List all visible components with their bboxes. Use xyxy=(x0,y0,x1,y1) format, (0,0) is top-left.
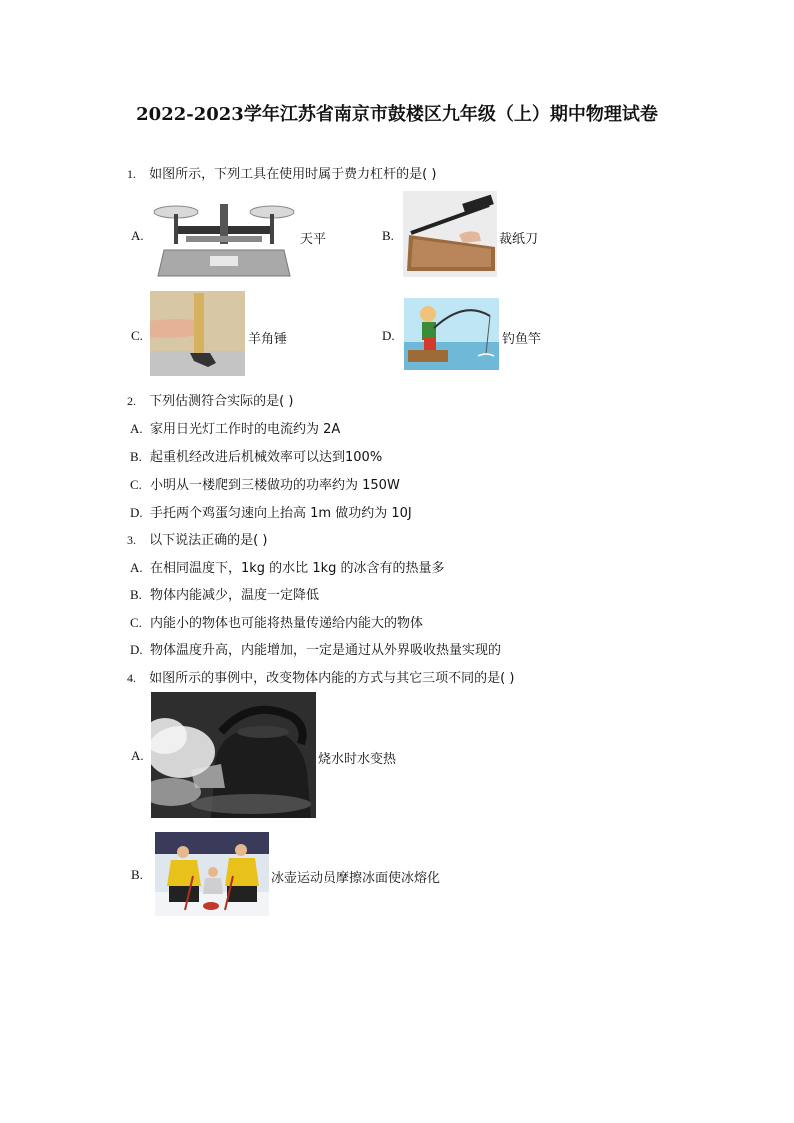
option-b xyxy=(130,446,382,465)
option-letter: B. xyxy=(131,867,143,882)
option-d xyxy=(130,502,412,521)
option-letter: B. xyxy=(130,587,142,602)
option-text: 内能小的物体也可能将热量传递给内能大的物体 xyxy=(150,616,424,631)
question-2 xyxy=(127,390,293,409)
question-stem: 如图所示的事例中，改变物体内能的方式与其它三项不同的是( ) xyxy=(149,671,515,686)
option-text: 天平 xyxy=(300,232,327,247)
paper-cutter-image xyxy=(403,191,497,277)
option-letter: B. xyxy=(130,449,142,464)
question-number: 2. xyxy=(127,394,136,408)
question-stem: 下列估测符合实际的是( ) xyxy=(149,394,294,409)
question-1 xyxy=(127,163,436,182)
boiling-kettle-image xyxy=(151,692,316,818)
option-letter: A. xyxy=(131,748,144,763)
option-d xyxy=(130,639,501,658)
question-4 xyxy=(127,667,514,686)
option-text: 物体内能减少，温度一定降低 xyxy=(150,588,320,603)
option-b xyxy=(130,584,319,603)
page-title: 2022-2023学年江苏省南京市鼓楼区九年级（上）期中物理试卷 xyxy=(136,104,658,125)
option-letter: A. xyxy=(130,421,143,436)
option-text: 羊角锤 xyxy=(248,332,288,347)
option-letter: D. xyxy=(130,642,143,657)
balance-scale-image xyxy=(150,192,298,282)
option-text: 物体温度升高，内能增加，一定是通过从外界吸收热量实现的 xyxy=(150,643,502,658)
option-letter: C. xyxy=(130,477,142,492)
option-a xyxy=(130,557,445,576)
fishing-rod-image xyxy=(404,298,499,370)
option-a xyxy=(130,418,340,437)
claw-hammer-image xyxy=(150,291,245,376)
option-text: 裁纸刀 xyxy=(499,232,539,247)
option-c xyxy=(130,612,423,631)
question-number: 4. xyxy=(127,671,136,685)
option-letter: D. xyxy=(130,505,143,520)
option-letter: A. xyxy=(131,228,144,243)
option-text: 冰壶运动员摩擦冰面使冰熔化 xyxy=(271,871,441,886)
option-c xyxy=(130,474,400,493)
option-text: 烧水时水变热 xyxy=(318,752,397,767)
question-3 xyxy=(127,529,267,548)
option-text: 起重机经改进后机械效率可以达到100% xyxy=(150,450,383,465)
question-stem: 如图所示，下列工具在使用时属于费力杠杆的是( ) xyxy=(149,167,437,182)
curling-athletes-image xyxy=(155,832,269,916)
option-letter: D. xyxy=(382,328,395,343)
option-letter: B. xyxy=(382,228,394,243)
option-text: 在相同温度下，1kg 的水比 1kg 的冰含有的热量多 xyxy=(150,561,445,576)
option-text: 钓鱼竿 xyxy=(502,332,542,347)
option-letter: C. xyxy=(130,615,142,630)
question-stem: 以下说法正确的是( ) xyxy=(149,533,268,548)
question-number: 3. xyxy=(127,533,136,547)
option-text: 家用日光灯工作时的电流约为 2A xyxy=(150,422,341,437)
option-letter: A. xyxy=(130,560,143,575)
option-text: 手托两个鸡蛋匀速向上抬高 1m 做功约为 10J xyxy=(150,506,412,521)
question-number: 1. xyxy=(127,167,136,181)
option-text: 小明从一楼爬到三楼做功的功率约为 150W xyxy=(150,478,400,493)
option-letter: C. xyxy=(131,328,143,343)
